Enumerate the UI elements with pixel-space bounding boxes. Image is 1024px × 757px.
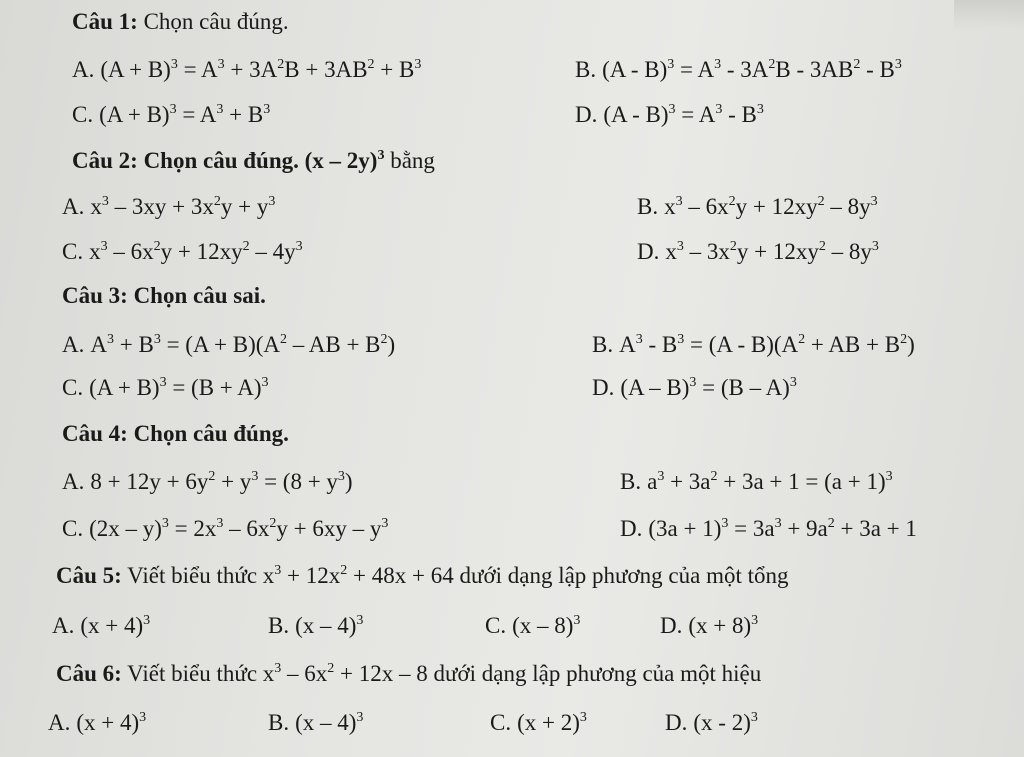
question-label: Câu 3: <box>62 283 128 308</box>
question-label: Câu 1: <box>72 9 138 34</box>
option-letter: B. <box>575 57 597 82</box>
option-text: $(A + B)^3 = A^3 + 3A^2B + 3AB^2 + B^3$ <box>100 57 422 82</box>
option-letter: A. <box>52 613 75 638</box>
option-letter: A. <box>62 194 85 219</box>
option-text: $(x + 4)^3$ <box>80 613 151 638</box>
option-letter: D. <box>592 375 615 400</box>
question-prompt: Chọn câu đúng. (x – 2y)$^3$ bằng <box>143 148 435 173</box>
question-6-title <box>56 660 761 688</box>
question-label: Câu 4: <box>62 421 128 446</box>
q5-option-a[interactable] <box>52 612 150 640</box>
photo-shadow <box>954 0 1024 30</box>
option-letter: A. <box>72 57 95 82</box>
option-text: (x - 2)$^3$ <box>693 710 758 735</box>
option-text: $(2x - y)^3 = 2x^3 - 6x^2y + 6xy - y^3$ <box>89 516 389 541</box>
option-letter: B. <box>620 469 642 494</box>
question-5-title <box>56 562 789 590</box>
q2-option-c[interactable] <box>62 238 303 266</box>
q4-option-a[interactable] <box>62 468 353 496</box>
question-label: Câu 2: <box>72 148 138 173</box>
option-letter: C. <box>485 613 507 638</box>
q3-option-d[interactable] <box>592 374 797 402</box>
option-text: $x^3 - 6x^2y + 12xy^2 - 4y^3$ <box>89 239 303 264</box>
option-text: $x^3 - 6x^2y + 12xy^2 - 8y^3$ <box>664 194 878 219</box>
question-2-title <box>72 147 435 175</box>
q5-option-d[interactable] <box>660 612 758 640</box>
option-letter: B. <box>592 332 614 357</box>
option-text: (x – 4)$^3$ <box>295 710 364 735</box>
option-letter: D. <box>637 239 660 264</box>
question-prompt: Chọn câu sai. <box>133 283 266 308</box>
q5-option-c[interactable] <box>485 612 580 640</box>
q1-option-a[interactable] <box>72 56 421 84</box>
option-text: $(A + B)^3 = A^3 + B^3$ <box>99 102 271 127</box>
option-letter: A. <box>62 469 85 494</box>
question-prompt: Viết biểu thức $x^3 + 12x^2 + 48x + 64$ dưới dạng lập phương của một tổng <box>127 563 789 588</box>
q1-option-c[interactable] <box>72 101 270 129</box>
option-text: $a^3 + 3a^2 + 3a + 1 = (a + 1)^3$ <box>647 469 893 494</box>
option-letter: C. <box>62 239 84 264</box>
option-letter: D. <box>660 613 683 638</box>
q6-option-c[interactable] <box>490 709 587 737</box>
option-letter: B. <box>268 710 290 735</box>
question-prompt: Chọn câu đúng. <box>133 421 289 446</box>
question-prompt: Chọn câu đúng. <box>143 9 289 34</box>
q5-option-b[interactable] <box>268 612 363 640</box>
option-text: $8 + 12y + 6y^2 + y^3 = (8 + y^3)$ <box>90 469 353 494</box>
q4-option-c[interactable] <box>62 515 388 543</box>
option-letter: C. <box>72 102 94 127</box>
option-text: $A^3 + B^3 = (A + B)(A^2$ – AB + $B^2$) <box>90 332 396 357</box>
q3-option-c[interactable] <box>62 374 269 402</box>
option-text: $(x + 8)^3$ <box>688 613 759 638</box>
option-text: $(A - B)^3 = A^3 - 3A^2B - 3AB^2 - B^3$ <box>602 57 902 82</box>
option-letter: D. <box>620 516 643 541</box>
option-letter: B. <box>268 613 290 638</box>
option-text: $(A - B)^3 = A^3 - B^3$ <box>603 102 764 127</box>
option-text: $(x + 4)^3$ <box>76 710 147 735</box>
question-prompt: Viết biểu thức $x^3 - 6x^2 + 12x - 8$ dưới dạng lập phương của một hiệu <box>127 661 762 686</box>
option-text: (A – B)$^3$ = (B – A)$^3$ <box>620 375 797 400</box>
q4-option-b[interactable] <box>620 468 893 496</box>
option-letter: C. <box>490 710 512 735</box>
option-text: $(x + 2)^3$ <box>517 710 587 735</box>
q2-option-d[interactable] <box>637 238 879 266</box>
q6-option-a[interactable] <box>48 709 146 737</box>
option-letter: A. <box>62 332 85 357</box>
q4-option-d[interactable] <box>620 515 917 543</box>
option-text: $x^3 - 3xy + 3x^2y + y^3$ <box>90 194 276 219</box>
option-text: (x – 8)$^3$ <box>512 613 581 638</box>
q1-option-b[interactable] <box>575 56 902 84</box>
option-letter: C. <box>62 375 84 400</box>
option-text: (x – 4)$^3$ <box>295 613 364 638</box>
q3-option-b[interactable] <box>592 331 915 359</box>
option-letter: D. <box>665 710 688 735</box>
question-label: Câu 6: <box>56 661 122 686</box>
question-1-title <box>72 8 289 36</box>
q3-option-a[interactable] <box>62 331 395 359</box>
q2-option-a[interactable] <box>62 193 275 221</box>
option-letter: D. <box>575 102 598 127</box>
option-text: $A^3 - B^3 = (A - B)(A^2$ + AB + $B^2$) <box>619 332 915 357</box>
option-letter: C. <box>62 516 84 541</box>
question-3-title <box>62 282 266 310</box>
question-4-title <box>62 420 289 448</box>
q6-option-d[interactable] <box>665 709 758 737</box>
option-text: $(3a + 1)^3 = 3a^3 + 9a^2 + 3a + 1$ <box>648 516 917 541</box>
q2-option-b[interactable] <box>637 193 878 221</box>
option-letter: A. <box>48 710 71 735</box>
option-text: $x^3 - 3x^2y + 12xy^2 - 8y^3$ <box>665 239 879 264</box>
option-text: $(A + B)^3 = (B + A)^3$ <box>89 375 269 400</box>
q1-option-d[interactable] <box>575 101 764 129</box>
q6-option-b[interactable] <box>268 709 363 737</box>
option-letter: B. <box>637 194 659 219</box>
question-label: Câu 5: <box>56 563 122 588</box>
